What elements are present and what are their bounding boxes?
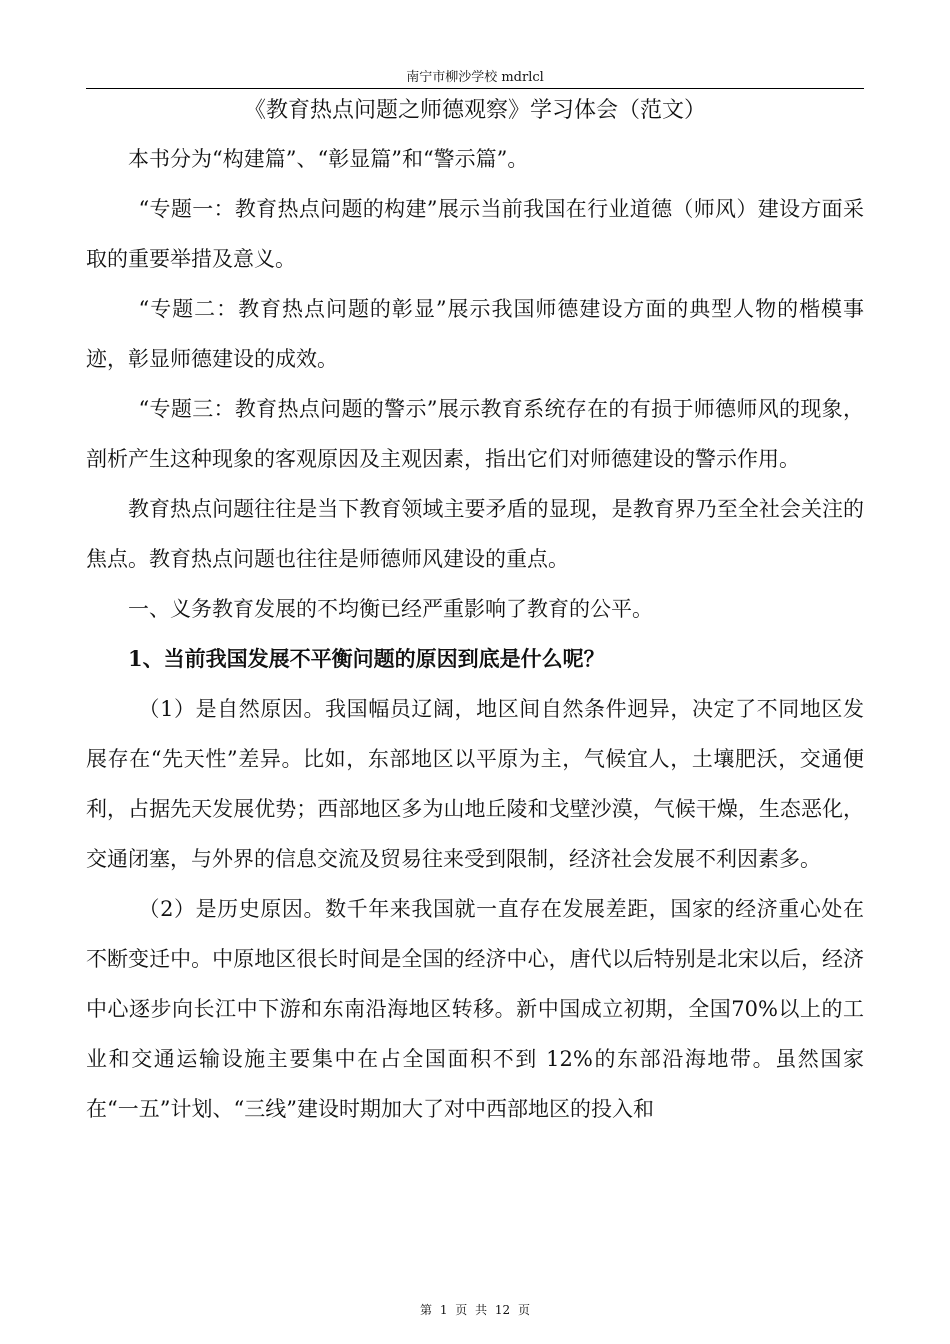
section-heading-one: 一、义务教育发展的不均衡已经严重影响了教育的公平。 bbox=[128, 597, 653, 621]
running-header: 南宁市柳沙学校 mdrlcl bbox=[406, 70, 544, 85]
header-rule bbox=[86, 88, 864, 89]
paragraph-historical-reasons: （2）是历史原因。数千年来我国就一直存在发展差距，国家的经济重心处在不断变迁中。中原地区很长时间是全国的经济中心，唐代以后特别是北宋以后，经济中心逐步向长江中下游和东南沿海地区转移。新中国成立初期，全国70%以上的工业和交通运输设施主要集中在占全国面积不到 12%的东部沿海地带。虽然国家在“一五”计划、“三线”建设时期加大了对中西部地区的投入和 bbox=[86, 897, 864, 1121]
document-title: 《教育热点问题之师德观察》学习体会（范文） bbox=[243, 98, 706, 123]
paragraph-hot-issues: 教育热点问题往往是当下教育领域主要矛盾的显现，是教育界乃至全社会关注的焦点。教育热点问题也往往是师德师风建设的重点。 bbox=[86, 497, 864, 571]
paragraph-topic-one: “专题一：教育热点问题的构建”展示当前我国在行业道德（师风）建设方面采取的重要举措及意义。 bbox=[86, 197, 864, 271]
subsection-heading-one: 1、当前我国发展不平衡问题的原因到底是什么呢？ bbox=[128, 646, 605, 671]
paragraph-natural-reasons: （1）是自然原因。我国幅员辽阔，地区间自然条件迥异，决定了不同地区发展存在“先天性”差异。比如，东部地区以平原为主，气候宜人，土壤肥沃，交通便利，占据先天发展优势；西部地区多为山地丘陵和戈壁沙漠，气候干燥，生态恶化，交通闭塞，与外界的信息交流及贸易往来受到限制，经济社会发展不利因素多。 bbox=[86, 697, 864, 871]
paragraph-topic-three: “专题三：教育热点问题的警示”展示教育系统存在的有损于师德师风的现象，剖析产生这种现象的客观原因及主观因素，指出它们对师德建设的警示作用。 bbox=[86, 397, 864, 471]
paragraph-topic-two: “专题二：教育热点问题的彰显”展示我国师德建设方面的典型人物的楷模事迹，彰显师德建设的成效。 bbox=[86, 297, 864, 371]
paragraph-intro: 本书分为“构建篇”、“彰显篇”和“警示篇”。 bbox=[128, 147, 529, 171]
page-number-footer: 第 1 页 共 12 页 bbox=[420, 1303, 530, 1317]
document-body bbox=[86, 134, 864, 1134]
